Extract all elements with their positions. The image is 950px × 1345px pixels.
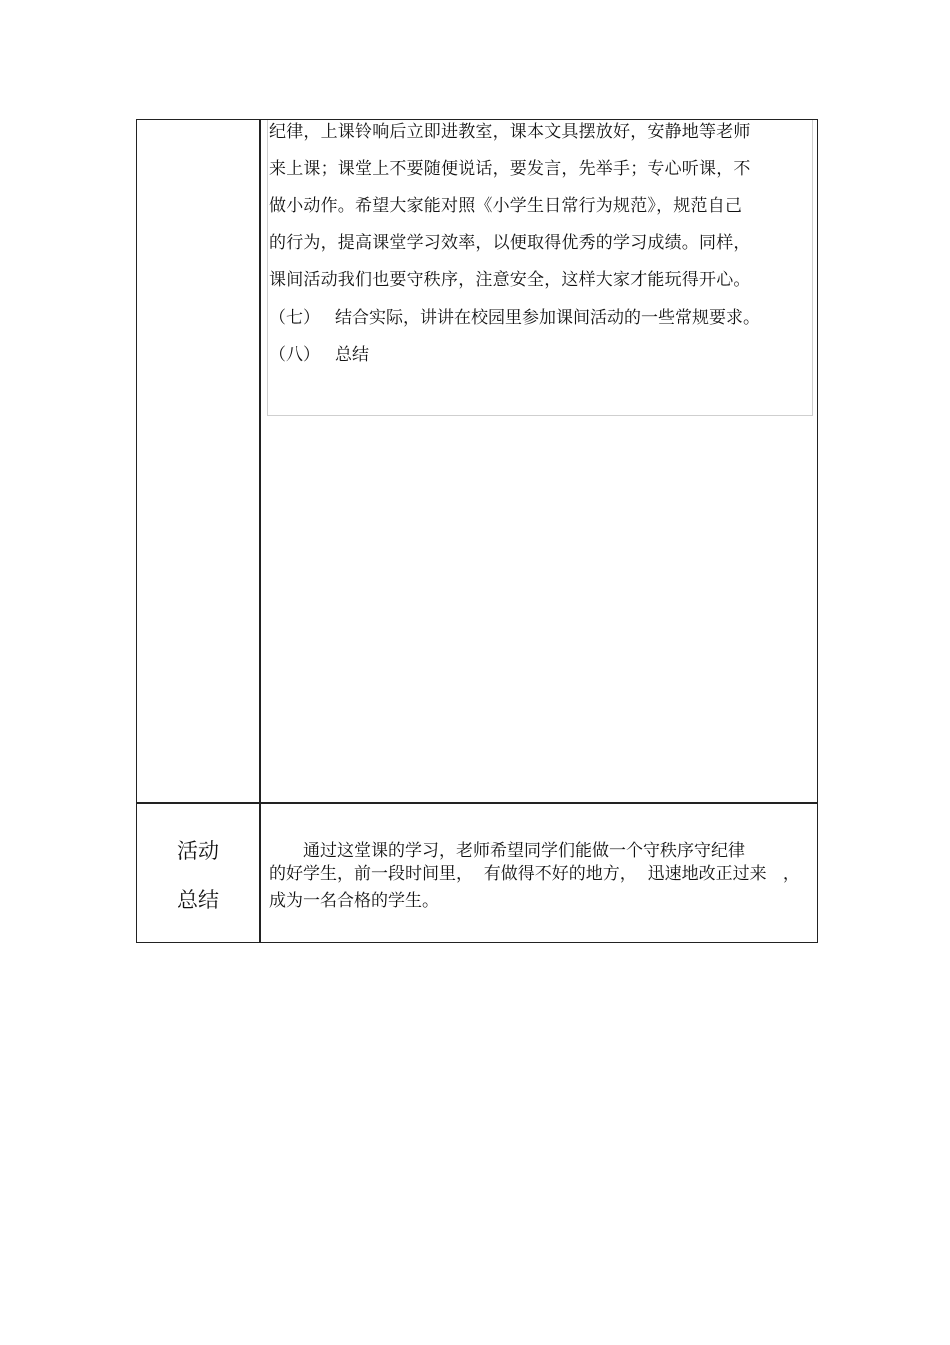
summary-label-line-1: 活动	[177, 839, 219, 863]
item-eight-text: 总结	[335, 345, 369, 365]
item-seven	[269, 308, 760, 328]
content-line-5: 课间活动我们也要守秩序，注意安全，这样大家才能玩得开心。	[269, 270, 751, 290]
summary-line-2: 的好学生，前一段时间里， 有做得不好的地方， 迅速地改正过来 ，	[269, 864, 800, 884]
summary-line-1: 通过这堂课的学习，老师希望同学们能做一个守秩序守纪律	[269, 841, 745, 861]
content-line-3: 做小动作。希望大家能对照《小学生日常行为规范》，规范自己	[269, 196, 743, 216]
summary-line-3: 成为一名合格的学生。	[269, 891, 439, 911]
item-eight-number: （八）	[269, 345, 320, 365]
item-seven-number: （七）	[269, 308, 320, 328]
content-line-4: 的行为，提高课堂学习效率，以便取得优秀的学习成绩。同样，	[269, 233, 751, 253]
content-line-1: 纪律，上课铃响后立即进教室，课本文具摆放好，安静地等老师	[269, 122, 751, 142]
lesson-plan-table	[136, 119, 818, 943]
item-seven-text: 结合实际，讲讲在校园里参加课间活动的一些常规要求。	[335, 308, 760, 328]
item-eight	[269, 345, 369, 365]
column-divider	[259, 120, 261, 942]
row-divider	[137, 802, 817, 804]
content-line-2: 来上课；课堂上不要随便说话，要发言，先举手；专心听课，不	[269, 159, 751, 179]
summary-label-line-2: 总结	[177, 888, 219, 912]
